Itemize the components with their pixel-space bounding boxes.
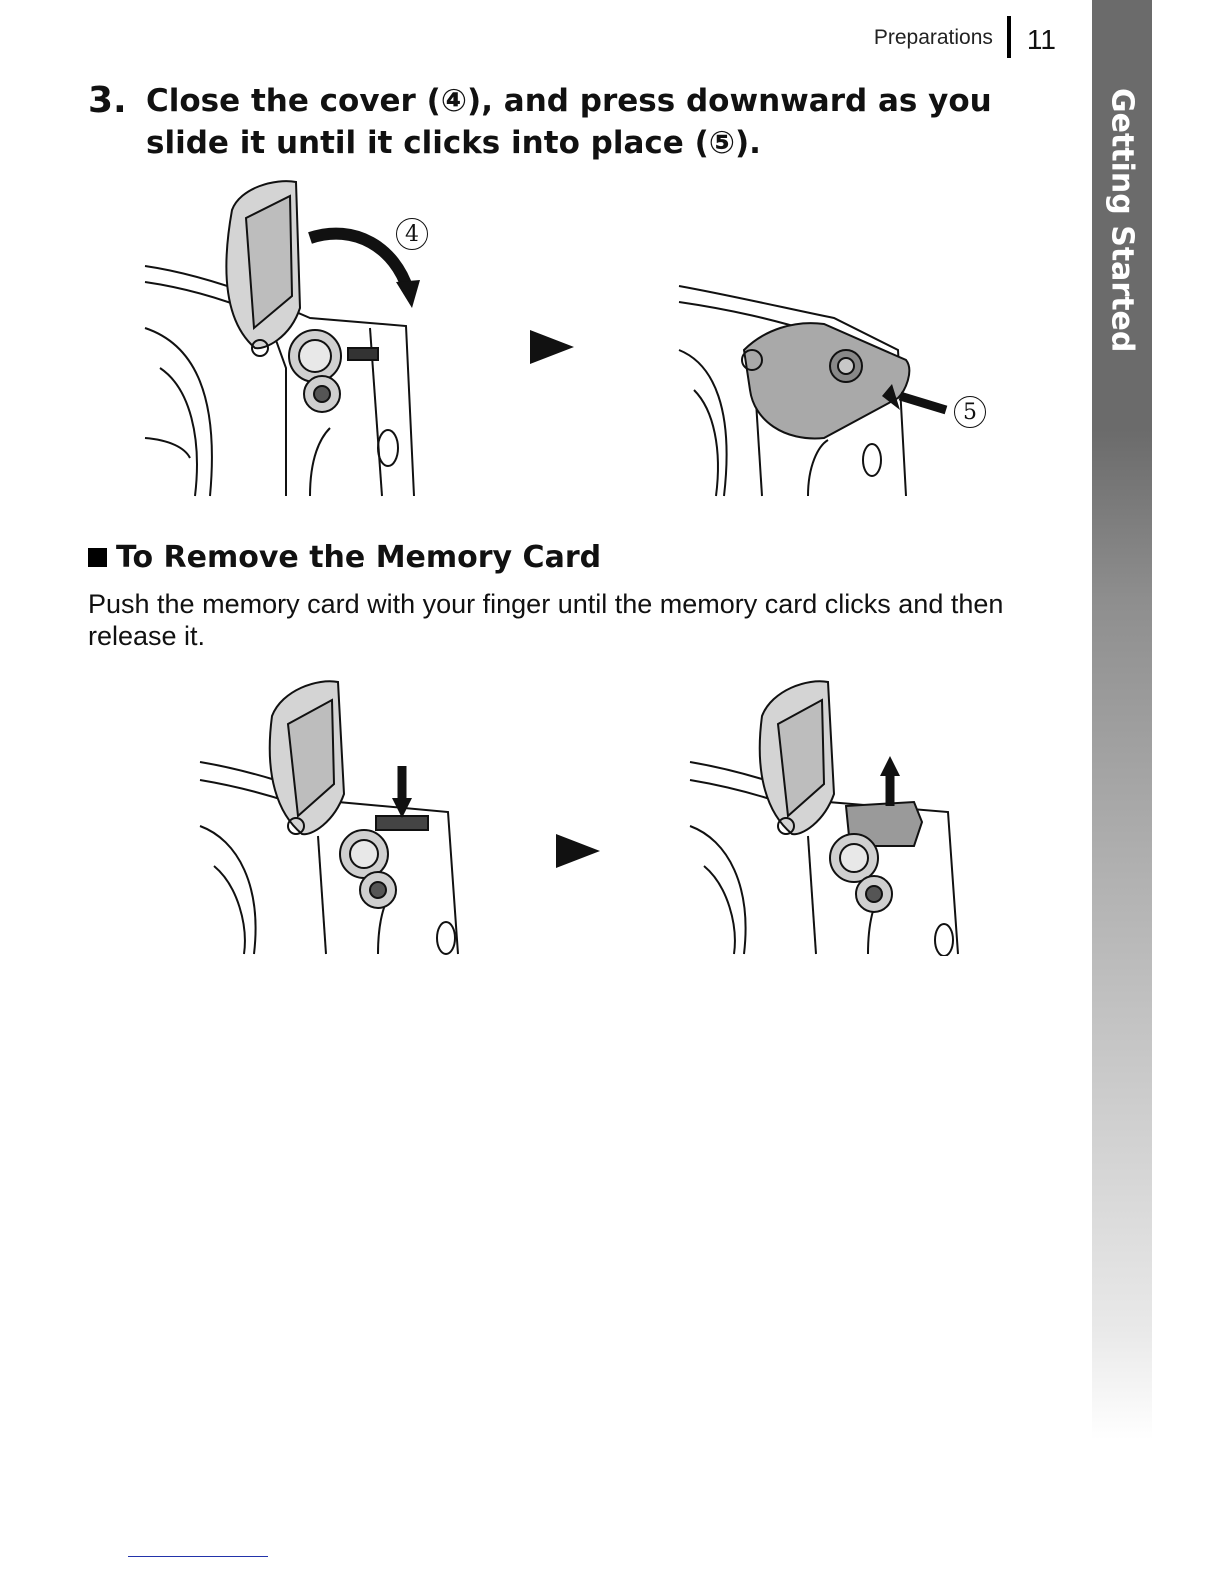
header-divider [1007, 16, 1011, 58]
section-label: Preparations [873, 26, 993, 49]
section-heading-text: To Remove the Memory Card [116, 540, 602, 575]
step-text: Close the cover (④), and press downward as you slide it until it clicks into place (⑤). [146, 83, 992, 161]
camera-cover-open-drawing [140, 178, 440, 498]
play-arrow-icon [530, 330, 574, 364]
play-arrow-icon [556, 834, 600, 868]
side-tab-label: Getting Started [1104, 88, 1140, 353]
footer-rule [128, 1556, 268, 1557]
camera-cover-closed-illustration [674, 280, 954, 500]
camera-cover-open-illustration [140, 178, 440, 498]
section-body-text: Push the memory card with your finger until the memory card clicks and then release it. [88, 589, 1004, 651]
callout-4: 4 [396, 218, 428, 250]
eject-memory-card-illustration [688, 676, 968, 956]
section-heading [88, 540, 601, 575]
step-number: 3. [88, 80, 127, 121]
camera-cover-closed-drawing [674, 280, 954, 500]
push-memory-card-drawing [198, 676, 478, 956]
push-memory-card-illustration [198, 676, 478, 956]
step-3 [88, 80, 1068, 164]
callout-5: 5 [954, 396, 986, 428]
black-square-bullet-icon [88, 548, 107, 567]
page-header [874, 18, 1056, 58]
page-number: 11 [1026, 24, 1056, 55]
eject-memory-card-drawing [688, 676, 968, 956]
